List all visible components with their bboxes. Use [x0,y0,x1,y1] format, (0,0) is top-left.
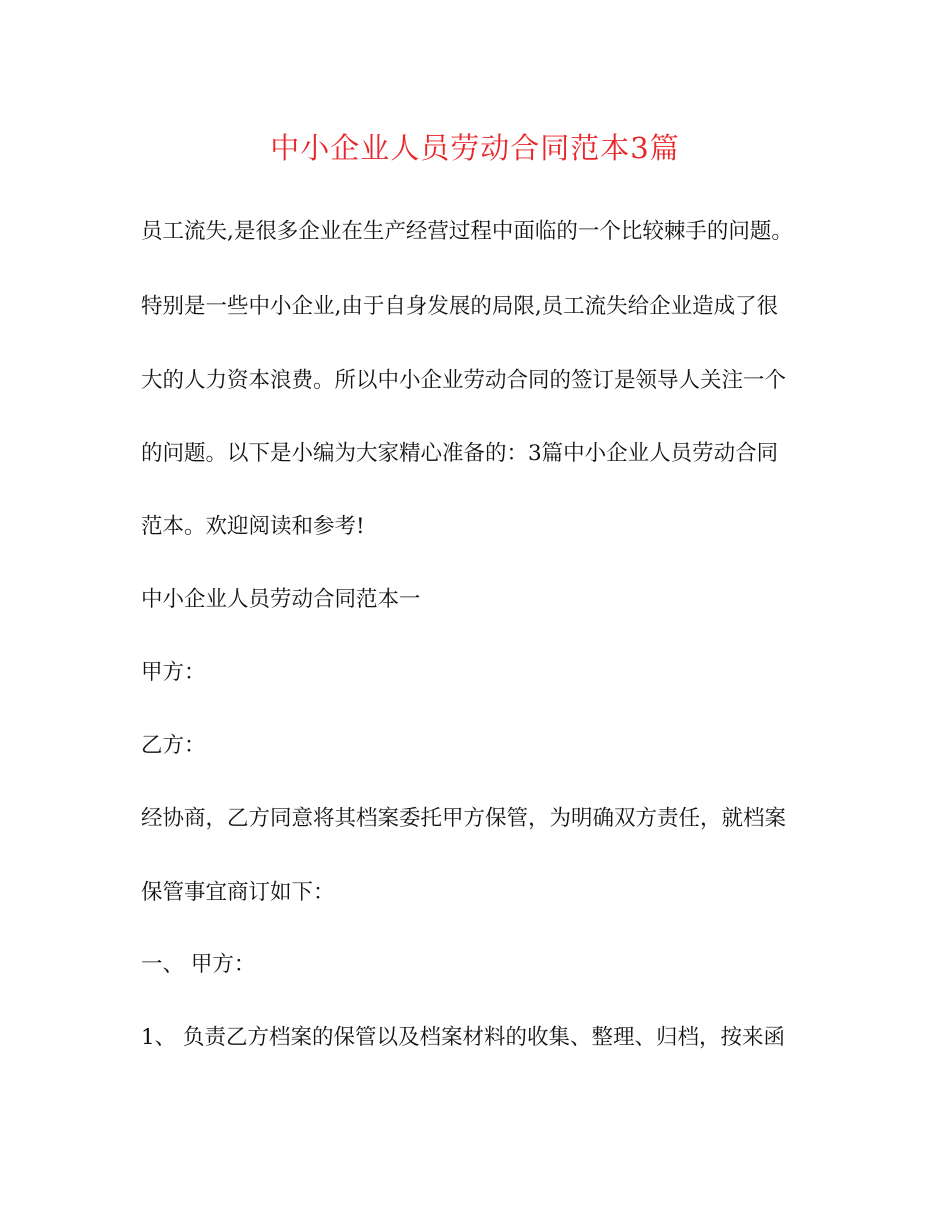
body-line-4: 的问题。以下是小编为大家精心准备的：3篇中小企业人员劳动合同 [141,441,779,466]
body-line-9: 经协商，乙方同意将其档案委托甲方保管，为明确双方责任，就档案 [141,806,787,831]
party-a-label: 甲方： [141,660,206,685]
body-line-3: 大的人力资本浪费。所以中小企业劳动合同的签订是领导人关注一个 [141,368,787,393]
body-line-5: 范本。欢迎阅读和参考! [141,514,365,539]
body-line-2: 特别是一些中小企业,由于自身发展的局限,员工流失给企业造成了很 [141,294,779,319]
clause-heading-1: 一、 甲方： [141,952,256,977]
body-line-1: 员工流失,是很多企业在生产经营过程中面临的一个比较棘手的问题。 [141,219,793,244]
party-b-label: 乙方： [141,733,206,758]
clause-item-1: 1、 负责乙方档案的保管以及档案材料的收集、整理、归档，按来函 [141,1025,786,1050]
document-title: 中小企业人员劳动合同范本3篇 [270,131,680,165]
section-heading: 中小企业人员劳动合同范本一 [141,587,421,612]
body-line-10: 保管事宜商订如下： [141,880,335,905]
